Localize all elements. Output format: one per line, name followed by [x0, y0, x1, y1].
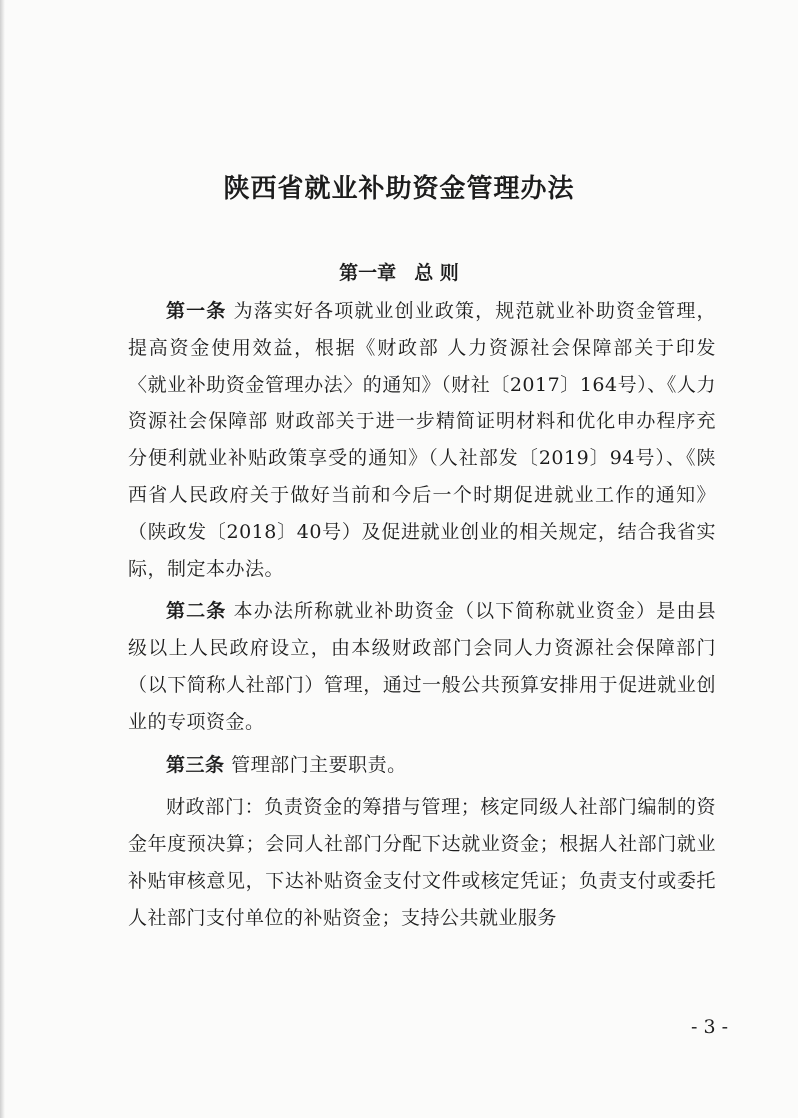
- article-paragraph: [128, 747, 716, 784]
- document-body: [128, 293, 716, 937]
- article-text: 为落实好各项就业创业政策，规范就业补助资金管理，提高资金使用效益，根据《财政部 人力资源社会保障部关于印发〈就业补助资金管理办法〉的通知》（财社〔2017〕164号）、《人力资源社会保障部 财政部关于进一步精简证明材料和优化申办程序充分便利就业补贴政策享受的通知》（人社部发〔2019〕94号）、《陕西省人民政府关于做好当前和今后一个时期促进就业工作的通知》（陕政发〔2018〕40号）及促进就业创业的相关规定，结合我省实际，制定本办法。: [128, 300, 716, 580]
- page-number: - 3 -: [690, 1016, 728, 1038]
- article-label: 第二条: [166, 600, 227, 623]
- article-paragraph: [128, 293, 716, 587]
- article-label: 第一条: [166, 300, 227, 322]
- chapter-name: 总 则: [414, 262, 459, 284]
- article-text: 管理部门主要职责。: [231, 753, 407, 776]
- article-paragraph: [128, 593, 716, 740]
- document-title: 陕西省就业补助资金管理办法: [223, 174, 575, 204]
- chapter-number: 第一章: [339, 262, 397, 284]
- article-label: 第三条: [166, 753, 225, 776]
- duty-paragraph: 财政部门：负责资金的筹措与管理；核定同级人社部门编制的资金年度预决算；会同人社部门分配下达就业资金；根据人社部门就业补贴审核意见，下达补贴资金支付文件或核定凭证；负责支付或委托人社部门支付单位的补贴资金；支持公共就业服务: [128, 796, 716, 929]
- chapter-heading: [0, 258, 798, 285]
- article-text: 本办法所称就业补助资金（以下简称就业资金）是由县级以上人民政府设立，由本级财政部门会同人力资源社会保障部门（以下简称人社部门）管理，通过一般公共预算安排用于促进就业创业的专项资金。: [128, 600, 716, 733]
